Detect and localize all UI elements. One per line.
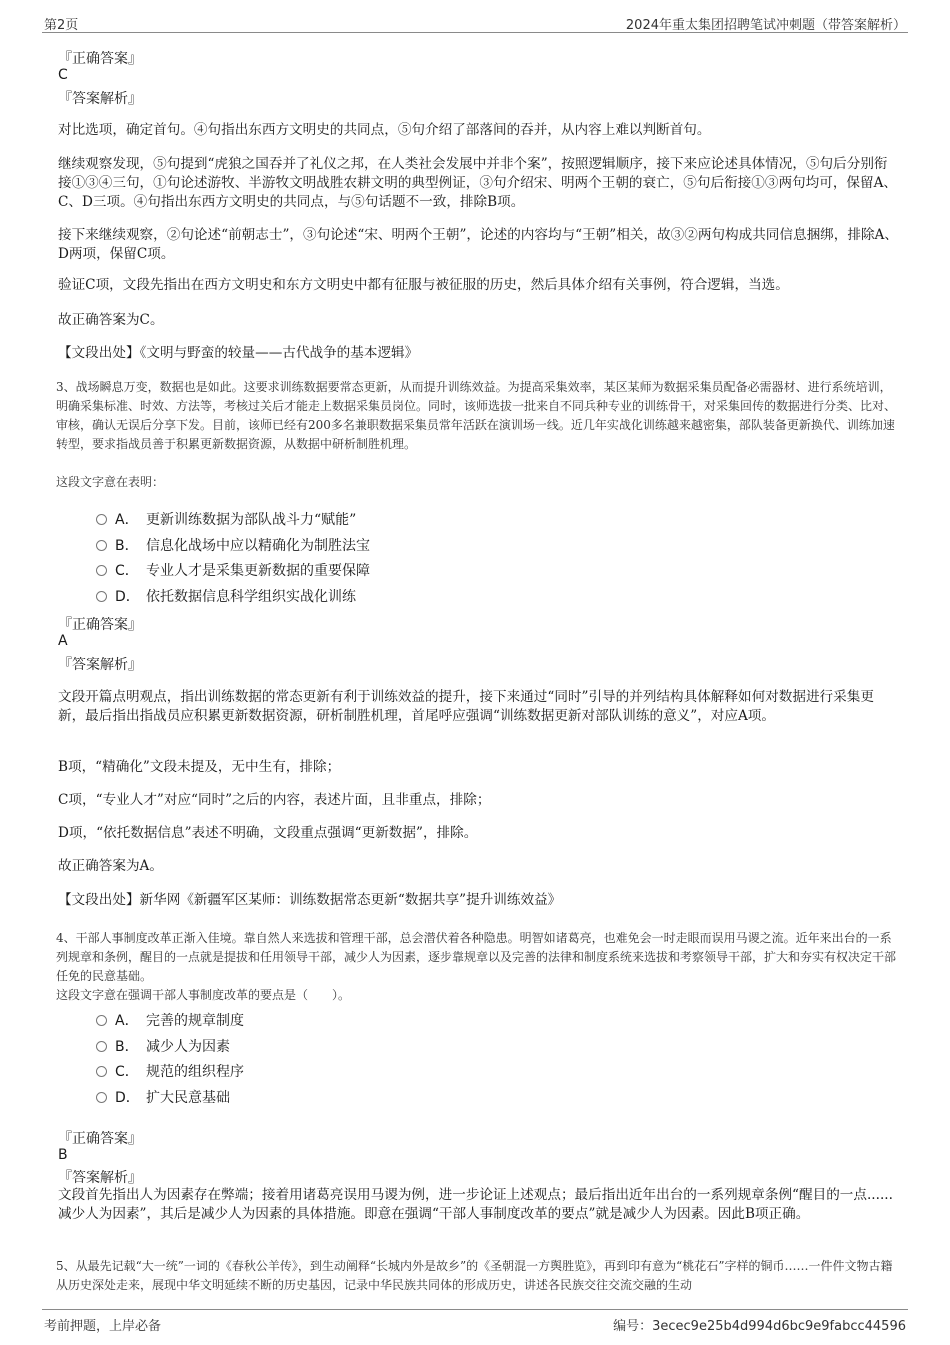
answer-value: B	[58, 1147, 68, 1163]
analysis-label: 『答案解析』	[58, 91, 142, 107]
option-text: 依托数据信息科学组织实战化训练	[146, 589, 356, 605]
analysis-label: 『答案解析』	[58, 657, 142, 673]
analysis-paragraph: C项，“专业人才”对应“同时”之后的内容，表述片面，且非重点，排除；	[58, 792, 491, 808]
analysis-paragraph: 故正确答案为A。	[58, 858, 163, 874]
option-text: 专业人才是采集更新数据的重要保障	[146, 563, 370, 579]
radio-button[interactable]	[96, 1041, 107, 1052]
analysis-paragraph: 验证C项，文段先指出在西方文明史和东方文明史中都有征服与被征服的历史，然后具体介绍有关事例，符合逻辑，当选。	[58, 277, 789, 293]
answer-value: C	[58, 67, 68, 83]
radio-button[interactable]	[96, 514, 107, 525]
radio-button[interactable]	[96, 1092, 107, 1103]
document-code: 编号：3ecec9e25b4d994d6bc9e9fabcc44596	[613, 1319, 906, 1334]
option-text: 信息化战场中应以精确化为制胜法宝	[146, 538, 370, 554]
option-text: 规范的组织程序	[146, 1064, 244, 1080]
option-key: C．	[115, 1064, 139, 1080]
option-text: 减少人为因素	[146, 1039, 230, 1055]
analysis-paragraph: 继续观察发现，⑤句提到“虎狼之国吞并了礼仪之邦，在人类社会发展中并非个案”，按照逻辑顺序，接下来应论述具体情况，⑤句后分别衔接①③④三句，①句论述游牧、半游牧文明战胜农耕文明的典型例证，③句介绍宋、明两个王朝的衰亡，⑤句后衔接①③两句均可，保留A、C、D三项。④句指出东西方文明史的共同点，与⑤句话题不一致，排除B项。	[58, 156, 898, 210]
question-stem: 3、战场瞬息万变，数据也是如此。这要求训练数据要常态更新，从而提升训练效益。为提高采集效率，某区某师为数据采集员配备必需器材、进行系统培训，明确采集标准、时效、方法等，考核过关后才能走上数据采集员岗位。同时，该师选拔一批来自不同兵种专业的训练骨干，对采集回传的数据进行分类、比对、审核，确认无误后分享下发。目前，该师已经有200多名兼职数据采集员常年活跃在演训场一线。近几年实战化训练越来越密集，部队装备更新换代、训练加速转型，要求指战员善于积累更新数据资源，从数据中研析制胜机理。	[56, 380, 897, 451]
radio-button[interactable]	[96, 1015, 107, 1026]
page-number: 第2页	[44, 18, 79, 33]
source-citation: 【文段出处】新华网《新疆军区某师：训练数据常态更新“数据共享”提升训练效益》	[58, 892, 562, 908]
footer-slogan: 考前押题，上岸必备	[44, 1319, 162, 1334]
analysis-paragraph: 文段开篇点明观点，指出训练数据的常态更新有利于训练效益的提升，接下来通过“同时”引导的并列结构具体解释如何对数据进行采集更新，最后指出指战员应积累更新数据资源，研析制胜机理，首尾呼应强调“训练数据更新对部队训练的意义”，对应A项。	[58, 689, 874, 724]
radio-button[interactable]	[96, 565, 107, 576]
option-key: A．	[115, 512, 139, 528]
radio-button[interactable]	[96, 540, 107, 551]
analysis-paragraph: 故正确答案为C。	[58, 312, 164, 328]
question-prompt: 这段文字意在表明：	[56, 475, 165, 489]
option-key: A．	[115, 1013, 139, 1029]
option-key: D．	[115, 589, 140, 605]
option-key: B．	[115, 1039, 139, 1055]
page-footer	[42, 1309, 908, 1334]
radio-button[interactable]	[96, 591, 107, 602]
analysis-paragraph: 文段首先指出人为因素存在弊端；接着用诸葛亮误用马谡为例，进一步论证上述观点；最后指出近年出台的一系列规章条例“醒目的一点......减少人为因素”，其后是减少人为因素的具体措施。即意在强调“干部人事制度改革的要点”就是减少人为因素。因此B项正确。	[58, 1187, 893, 1222]
option-text: 更新训练数据为部队战斗力“赋能”	[146, 512, 357, 528]
option-text: 扩大民意基础	[146, 1090, 230, 1106]
question-stem: 4、干部人事制度改革正渐入佳境。靠自然人来选拔和管理干部，总会潜伏着各种隐患。明智如诸葛亮，也难免会一时走眼而误用马谡之流。近年来出台的一系列规章和条例，醒目的一点就是提拔和任用领导干部，减少人为因素，逐步靠规章以及完善的法律和制度系统来选拔和考察领导干部，扩大和夯实有权决定干部任免的民意基础。	[56, 931, 897, 983]
answer-label: 『正确答案』	[58, 617, 142, 633]
option-key: D．	[115, 1090, 140, 1106]
radio-button[interactable]	[96, 1066, 107, 1077]
document-title: 2024年重太集团招聘笔试冲刺题（带答案解析）	[625, 18, 906, 33]
option-text: 完善的规章制度	[146, 1013, 244, 1029]
analysis-paragraph: 对比选项，确定首句。④句指出东西方文明史的共同点，⑤句介绍了部落间的吞并，从内容上难以判断首句。	[58, 122, 711, 138]
question-stem: 5、从最先记载“大一统”一词的《春秋公羊传》，到生动阐释“长城内外是故乡”的《圣朝混一方舆胜览》，再到印有意为“桃花石”字样的铜币……一件件文物古籍从历史深处走来，展现中华文明延续不断的历史基因，记录中华民族共同体的形成历史，讲述各民族交往交流交融的生动	[56, 1259, 893, 1292]
source-citation: 【文段出处】《文明与野蛮的较量——古代战争的基本逻辑》	[58, 345, 419, 361]
option-key: C．	[115, 563, 139, 579]
answer-value: A	[58, 633, 68, 649]
analysis-label: 『答案解析』	[58, 1170, 142, 1186]
answer-label: 『正确答案』	[58, 51, 142, 67]
page-header	[42, 12, 908, 33]
answer-label: 『正确答案』	[58, 1131, 142, 1147]
option-key: B．	[115, 538, 139, 554]
analysis-paragraph: 接下来继续观察，②句论述“前朝志士”，③句论述“宋、明两个王朝”，论述的内容均与“王朝”相关，故③②两句构成共同信息捆绑，排除A、D两项，保留C项。	[58, 227, 898, 262]
question-prompt: 这段文字意在强调干部人事制度改革的要点是（ ）。	[56, 988, 351, 1002]
analysis-paragraph: B项，“精确化”文段未提及，无中生有，排除；	[58, 759, 341, 775]
analysis-paragraph: D项，“依托数据信息”表述不明确，文段重点强调“更新数据”，排除。	[58, 825, 478, 841]
